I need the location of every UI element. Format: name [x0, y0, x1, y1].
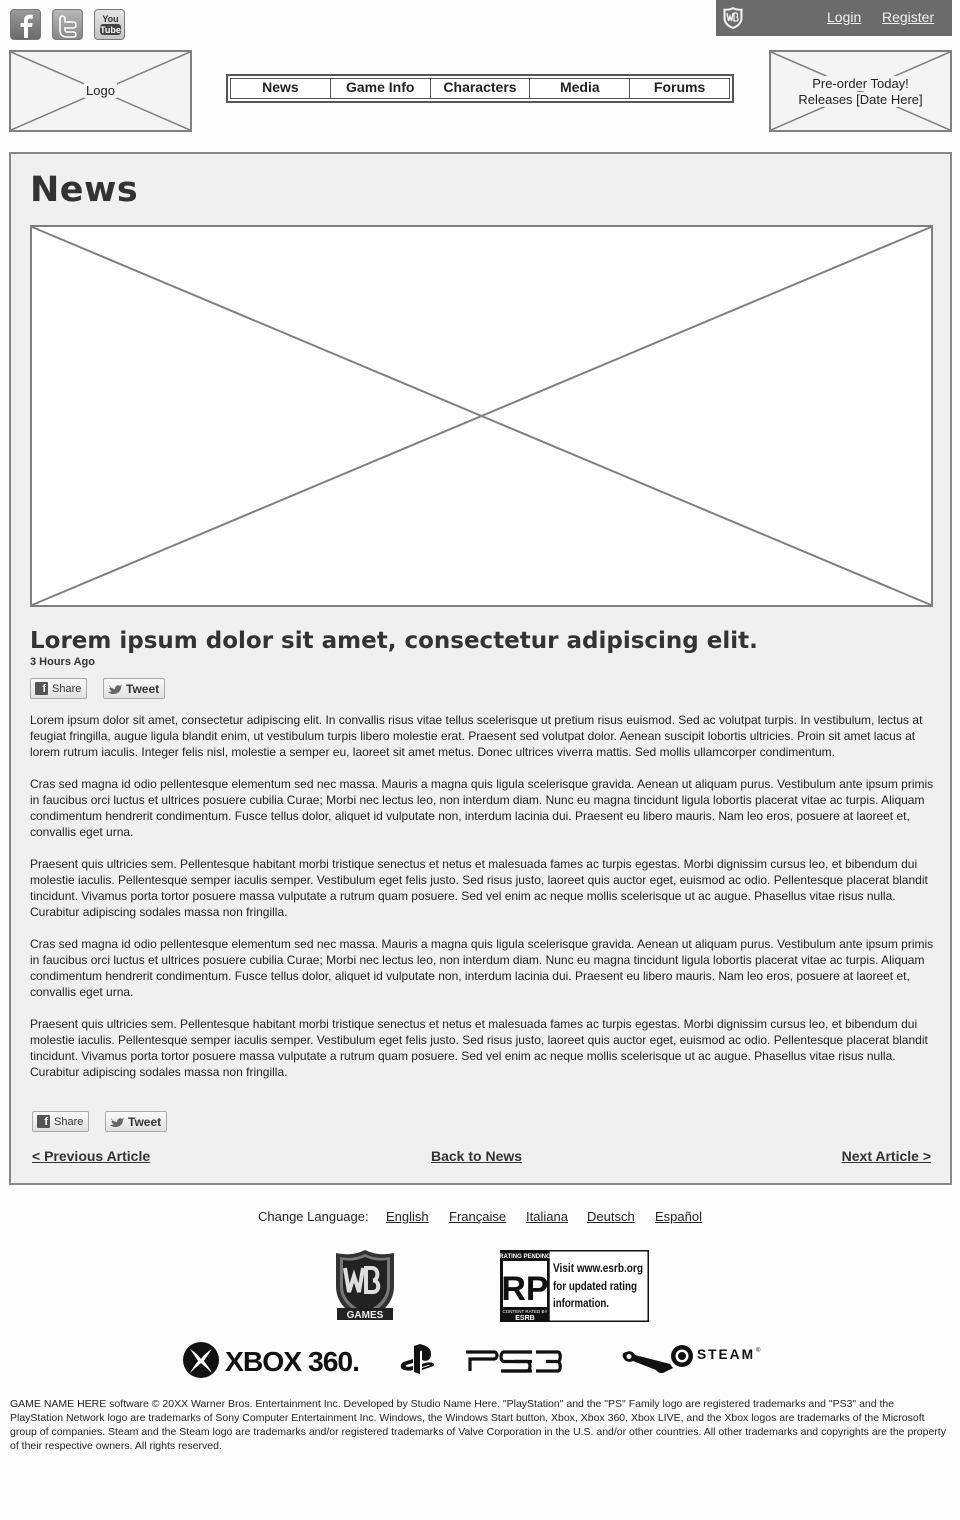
steam-logo	[620, 1342, 765, 1380]
nav-item-game-info[interactable]: Game Info	[331, 79, 431, 98]
esrb-content-rated: CONTENT RATED BY	[502, 1309, 548, 1314]
esrb-rating-pending-badge	[500, 1250, 649, 1322]
esrb-updated: for updated rating	[553, 1279, 637, 1293]
twitter-icon[interactable]	[52, 9, 83, 40]
account-bar	[716, 0, 952, 36]
article-body	[30, 712, 935, 1096]
next-article-link[interactable]: Next Article >	[841, 1148, 931, 1164]
login-link[interactable]: Login	[827, 9, 862, 25]
main-nav	[226, 74, 734, 103]
article-panel	[9, 152, 952, 1185]
tweet-label: Tweet	[128, 1114, 162, 1129]
logo-placeholder[interactable]	[9, 50, 192, 132]
xbox-360-logo	[182, 1340, 362, 1380]
register-link[interactable]: Register	[882, 9, 935, 25]
tweet-button-top[interactable]	[103, 678, 165, 699]
youtube-text-top: You	[102, 14, 119, 24]
youtube-text-bottom: Tube	[100, 25, 121, 35]
share-label: Share	[52, 682, 82, 695]
twitter-bird-icon	[108, 683, 122, 694]
wb-games-logo	[333, 1248, 405, 1322]
preorder-text	[771, 76, 950, 108]
article-headline: Lorem ipsum dolor sit amet, consectetur adipiscing elit.	[30, 628, 758, 654]
svg-text:®: ®	[756, 1348, 761, 1354]
language-link[interactable]: Deutsch	[587, 1209, 635, 1224]
preorder-banner[interactable]	[769, 50, 952, 132]
tweet-label: Tweet	[126, 681, 160, 696]
language-link[interactable]: Italiana	[526, 1209, 568, 1224]
share-label: Share	[54, 1115, 84, 1128]
back-to-news-link[interactable]: Back to News	[431, 1148, 523, 1164]
nav-item-news[interactable]: News	[231, 79, 331, 98]
placeholder-cross-icon	[32, 227, 931, 605]
article-paragraph: Praesent quis ultricies sem. Pellentesque habitant morbi tristique senectus et netus et malesuada fames ac turpis egestas. Morbi dignissim cursus leo, et bibendum dui molestie iaculis. Pellentesque semper iaculis semper. Vestibulum eget felis justo. Sed risus justo, laoreet quis auctor eget, euismod ac odio. Pellentesque placerat blandit tincidunt. Vivamus porta tortor posuere massa vulputate a rutrum quam posuere. Sed vel enim ac neque mollis scelerisque ut ac augue. Phasellus vitae risus nulla. Curabitur adipiscing sodales massa non fringilla.	[30, 1017, 928, 1079]
share-button-bottom[interactable]	[32, 1111, 89, 1132]
change-language-label: Change Language:	[258, 1209, 369, 1224]
previous-article-link[interactable]: < Previous Article	[32, 1148, 151, 1164]
facebook-icon: f	[35, 682, 48, 695]
preorder-line1: Pre-order Today!	[812, 76, 909, 91]
nav-item-characters[interactable]: Characters	[431, 79, 531, 98]
ps3-text: PS3	[510, 1350, 512, 1351]
language-link[interactable]: Español	[655, 1209, 702, 1224]
tweet-button-bottom[interactable]	[105, 1111, 167, 1132]
youtube-icon[interactable]	[94, 9, 125, 40]
esrb-esrb: ESRB	[515, 1315, 535, 1322]
hero-image-placeholder	[30, 225, 933, 607]
article-timestamp: 3 Hours Ago	[30, 656, 95, 668]
esrb-visit: Visit www.esrb.org	[553, 1261, 643, 1275]
article-paragraph: Cras sed magna id odio pellentesque elementum sed nec massa. Mauris a magna quis ligula scelerisque gravida. Aenean ut aliquam purus. Vestibulum ante ipsum primis in faucibus orci luctus et ultrices posuere cubilia Curae; Morbi nec lectus leo, non interdum diam. Nunc eu magna tincidunt ligula lobortis placerat vitae ac turpis. Aliquam condimentum hendrerit condimentum. Fusce tellus dolor, aliquet id vulputate non, interdum lacinia dui. Praesent eu libero mauris. Nam leo eros, posuere at laoreet et, convallis eget urna.	[30, 937, 934, 999]
facebook-icon[interactable]	[10, 9, 41, 40]
esrb-rating-pending: RATING PENDING	[499, 1254, 551, 1260]
twitter-bird-icon	[110, 1116, 124, 1127]
steam-text: STEAM	[697, 1346, 755, 1362]
language-link[interactable]: English	[386, 1209, 429, 1224]
esrb-rp: RP	[501, 1270, 549, 1308]
xbox-360-text: XBOX 360.	[225, 1346, 359, 1377]
wb-shield-icon	[722, 6, 744, 30]
preorder-line2: Releases [Date Here]	[798, 92, 923, 107]
wb-games-text: GAMES	[346, 1310, 384, 1321]
share-button-top[interactable]	[30, 678, 87, 699]
legal-disclaimer: GAME NAME HERE software © 20XX Warner Bros. Entertainment Inc. Developed by Studio Name Here. "PlayStation" and the "PS" Family logo are registered trademarks and "PS3" and the PlayStation Network logo are trademarks of Sony Computer Entertainment Inc. Windows, the Windows Start button, Xbox, Xbox 360, Xbox LIVE, and the Xbox logos are trademarks of the Microsoft group of companies. Steam and the Steam logo are trademarks and/or registered trademarks of Valve Corporation in the U.S. and/or other countries. All other trademarks and copyrights are the property of their respective owners. All rights reserved.	[10, 1398, 946, 1452]
logo-label: Logo	[86, 83, 115, 98]
nav-item-media[interactable]: Media	[530, 79, 630, 98]
article-paragraph: Praesent quis ultricies sem. Pellentesque habitant morbi tristique senectus et netus et malesuada fames ac turpis egestas. Morbi dignissim cursus leo, et bibendum dui molestie iaculis. Pellentesque semper iaculis semper. Vestibulum eget felis justo. Sed risus justo, laoreet quis auctor eget, euismod ac odio. Pellentesque placerat blandit tincidunt. Vivamus porta tortor posuere massa vulputate a rutrum quam posuere. Sed vel enim ac neque mollis scelerisque ut ac augue. Phasellus vitae risus nulla. Curabitur adipiscing sodales massa non fringilla.	[30, 857, 928, 919]
page-title: News	[30, 170, 139, 210]
esrb-information: information.	[553, 1296, 609, 1310]
language-link[interactable]: Française	[449, 1209, 507, 1224]
facebook-icon: f	[37, 1115, 50, 1128]
ps3-logo	[400, 1342, 560, 1378]
nav-item-forums[interactable]: Forums	[653, 79, 706, 95]
article-paragraph: Lorem ipsum dolor sit amet, consectetur adipiscing elit. In convallis risus vitae tellus scelerisque ut pretium risus euismod. Sed ac volutpat turpis. In vestibulum, lectus at feugiat fringilla, augue ligula blandit enim, ut vestibulum turpis libero molestie erat. Praesent sed volutpat dolor. Aenean suscipit lobortis ultricies. Proin sit amet lacus at lorem rutrum iaculis. Integer felis nisl, molestie a semper eu, laoreet sit amet metus. Donec ultrices viverra mattis. Sed mollis ullamcorper condimentum.	[30, 713, 923, 759]
article-paragraph: Cras sed magna id odio pellentesque elementum sed nec massa. Mauris a magna quis ligula scelerisque gravida. Aenean ut aliquam purus. Vestibulum ante ipsum primis in faucibus orci luctus et ultrices posuere cubilia Curae; Morbi nec lectus leo, non interdum diam. Nunc eu magna tincidunt ligula lobortis placerat vitae ac turpis. Aliquam condimentum hendrerit condimentum. Fusce tellus dolor, aliquet id vulputate non, interdum lacinia dui. Praesent eu libero mauris. Nam leo eros, posuere at laoreet et, convallis eget urna.	[30, 777, 934, 839]
